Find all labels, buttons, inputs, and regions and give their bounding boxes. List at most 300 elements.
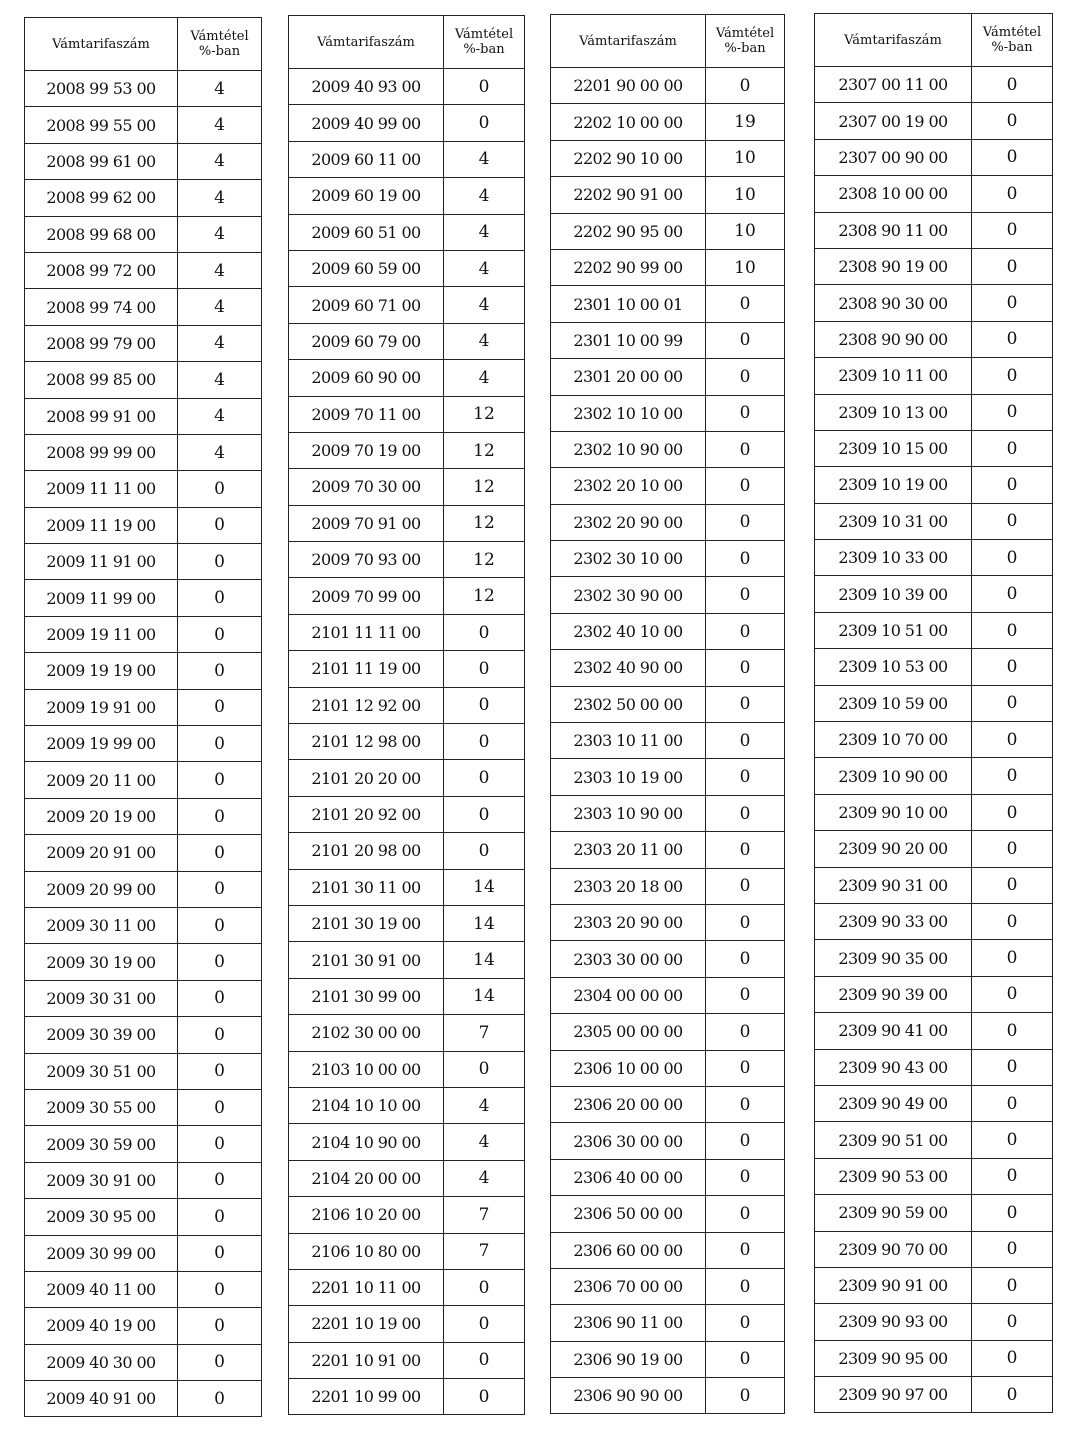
duty-rate-cell: 0 (706, 468, 785, 504)
tariff-table-1 (24, 17, 262, 1417)
tariff-code-cell: 2309 10 19 00 (815, 467, 972, 503)
table-row (25, 1017, 262, 1053)
tariff-code-cell: 2009 60 59 00 (289, 250, 444, 286)
duty-rate-cell: 0 (178, 1344, 262, 1380)
tariff-code-cell: 2309 90 93 00 (815, 1304, 972, 1340)
duty-rate-cell: 0 (706, 1086, 785, 1122)
duty-rate-cell: 0 (706, 359, 785, 395)
duty-rate-cell: 4 (178, 325, 262, 361)
duty-rate-cell: 0 (972, 248, 1053, 284)
tariff-code-cell: 2306 40 00 00 (551, 1159, 706, 1195)
table-row (551, 977, 785, 1013)
code-header: Vámtarifaszám (289, 16, 444, 69)
tariff-code-cell: 2102 30 00 00 (289, 1015, 444, 1051)
table-row (815, 976, 1053, 1012)
tariff-code-cell: 2009 30 55 00 (25, 1089, 178, 1125)
duty-rate-cell: 0 (972, 139, 1053, 175)
table-row (289, 1233, 525, 1269)
duty-rate-cell: 0 (178, 580, 262, 616)
table-row (25, 1271, 262, 1307)
tariff-code-cell: 2009 11 19 00 (25, 507, 178, 543)
rate-header-line1: Vámtétel (982, 25, 1042, 40)
table-row (25, 835, 262, 871)
tariff-code-cell: 2101 30 91 00 (289, 942, 444, 978)
tariff-code-cell: 2009 19 19 00 (25, 653, 178, 689)
table-row (25, 1053, 262, 1089)
table-row (551, 577, 785, 613)
tariff-code-cell: 2303 20 11 00 (551, 832, 706, 868)
duty-rate-cell: 10 (706, 249, 785, 285)
table-row (289, 796, 525, 832)
table-row (815, 394, 1053, 430)
table-row (25, 762, 262, 798)
tariff-code-cell: 2009 70 11 00 (289, 396, 444, 432)
rate-header (972, 14, 1053, 67)
tariff-code-cell: 2309 10 90 00 (815, 758, 972, 794)
tariff-code-cell: 2104 10 10 00 (289, 1087, 444, 1123)
tariff-code-cell: 2009 11 91 00 (25, 544, 178, 580)
duty-rate-cell: 0 (178, 1271, 262, 1307)
duty-rate-cell: 0 (178, 1053, 262, 1089)
tariff-code-cell: 2306 10 00 00 (551, 1050, 706, 1086)
duty-rate-cell: 0 (972, 285, 1053, 321)
duty-rate-cell: 0 (444, 687, 525, 723)
tariff-code-cell: 2306 90 90 00 (551, 1378, 706, 1414)
duty-rate-cell: 4 (178, 289, 262, 325)
duty-rate-cell: 4 (178, 180, 262, 216)
tariff-code-cell: 2309 10 53 00 (815, 649, 972, 685)
table-row (289, 69, 525, 105)
duty-rate-cell: 0 (706, 759, 785, 795)
tariff-code-cell: 2309 90 53 00 (815, 1158, 972, 1194)
table-row (551, 322, 785, 358)
table-row (551, 1086, 785, 1122)
tariff-code-cell: 2308 90 30 00 (815, 285, 972, 321)
table-row (289, 141, 525, 177)
table-row (815, 176, 1053, 212)
tariff-code-cell: 2309 90 20 00 (815, 831, 972, 867)
duty-rate-cell: 0 (972, 1304, 1053, 1340)
tariff-code-cell: 2309 10 11 00 (815, 358, 972, 394)
tariff-code-cell: 2309 10 15 00 (815, 430, 972, 466)
table-row (551, 1305, 785, 1341)
table-row (289, 1015, 525, 1051)
tariff-code-cell: 2009 40 93 00 (289, 69, 444, 105)
duty-rate-cell: 10 (706, 213, 785, 249)
table-row (25, 580, 262, 616)
duty-rate-cell: 12 (444, 432, 525, 468)
table-row (25, 180, 262, 216)
duty-rate-cell: 0 (972, 540, 1053, 576)
duty-rate-cell: 7 (444, 1015, 525, 1051)
tariff-code-cell: 2302 50 00 00 (551, 686, 706, 722)
duty-rate-cell: 0 (972, 176, 1053, 212)
duty-rate-cell: 0 (972, 867, 1053, 903)
tariff-code-cell: 2101 12 98 00 (289, 724, 444, 760)
tariff-code-cell: 2307 00 90 00 (815, 139, 972, 175)
table-row (289, 1124, 525, 1160)
table-row (289, 760, 525, 796)
tariff-code-cell: 2302 20 90 00 (551, 504, 706, 540)
duty-rate-cell: 0 (444, 1379, 525, 1415)
tariff-code-cell: 2009 40 11 00 (25, 1271, 178, 1307)
duty-rate-cell: 4 (178, 252, 262, 288)
tariff-code-cell: 2309 90 70 00 (815, 1231, 972, 1267)
table-row (289, 432, 525, 468)
table-row (815, 1158, 1053, 1194)
table-row (289, 687, 525, 723)
table-row (289, 1087, 525, 1123)
table-row (289, 1051, 525, 1087)
table-row (25, 216, 262, 252)
tariff-code-cell: 2308 10 00 00 (815, 176, 972, 212)
table-row (815, 103, 1053, 139)
rate-header-line2: %-ban (991, 40, 1033, 55)
table-row (25, 1089, 262, 1125)
tariff-table-3 (550, 14, 785, 1414)
duty-rate-cell: 0 (178, 471, 262, 507)
table-row (25, 544, 262, 580)
tariff-code-cell: 2309 90 97 00 (815, 1377, 972, 1413)
table-row (551, 1050, 785, 1086)
tariff-code-cell: 2008 99 53 00 (25, 71, 178, 107)
duty-rate-cell: 0 (706, 723, 785, 759)
tariff-code-cell: 2309 90 10 00 (815, 794, 972, 830)
tariff-code-cell: 2305 00 00 00 (551, 1014, 706, 1050)
rate-header-line1: Vámtétel (454, 27, 514, 42)
tariff-code-cell: 2306 90 19 00 (551, 1341, 706, 1377)
table-row (815, 430, 1053, 466)
table-row (289, 323, 525, 359)
tariff-code-cell: 2008 99 55 00 (25, 107, 178, 143)
tariff-code-cell: 2009 60 51 00 (289, 214, 444, 250)
tariff-code-cell: 2009 60 90 00 (289, 360, 444, 396)
duty-rate-cell: 4 (444, 178, 525, 214)
duty-rate-cell: 0 (178, 944, 262, 980)
table-row (289, 614, 525, 650)
tariff-table-4 (814, 13, 1053, 1413)
duty-rate-cell: 0 (706, 868, 785, 904)
tariff-code-cell: 2309 90 49 00 (815, 1085, 972, 1121)
table-row (289, 360, 525, 396)
duty-rate-cell: 4 (178, 143, 262, 179)
table-row (551, 468, 785, 504)
duty-rate-cell: 0 (972, 503, 1053, 539)
table-row (815, 794, 1053, 830)
table-row (289, 542, 525, 578)
tariff-code-cell: 2306 30 00 00 (551, 1123, 706, 1159)
duty-rate-cell: 0 (706, 650, 785, 686)
table-row (25, 871, 262, 907)
duty-rate-cell: 12 (444, 542, 525, 578)
table-row (25, 980, 262, 1016)
duty-rate-cell: 0 (178, 1126, 262, 1162)
tariff-code-cell: 2309 10 33 00 (815, 540, 972, 576)
header-row (815, 14, 1053, 67)
table-row (551, 1159, 785, 1195)
tariff-code-cell: 2009 70 93 00 (289, 542, 444, 578)
tariff-code-cell: 2008 99 68 00 (25, 216, 178, 252)
table-row (25, 726, 262, 762)
tariff-code-cell: 2202 90 95 00 (551, 213, 706, 249)
duty-rate-cell: 0 (706, 286, 785, 322)
tariff-code-cell: 2101 11 19 00 (289, 651, 444, 687)
table-row (25, 1381, 262, 1417)
tariff-code-cell: 2009 40 19 00 (25, 1308, 178, 1344)
duty-rate-cell: 0 (706, 1159, 785, 1195)
table-row (815, 503, 1053, 539)
duty-rate-cell: 0 (178, 1017, 262, 1053)
duty-rate-cell: 7 (444, 1197, 525, 1233)
tariff-code-cell: 2303 10 11 00 (551, 723, 706, 759)
table-row (25, 1126, 262, 1162)
table-row (551, 832, 785, 868)
table-row (551, 1378, 785, 1414)
tariff-code-cell: 2309 90 41 00 (815, 1013, 972, 1049)
tariff-code-cell: 2009 19 11 00 (25, 616, 178, 652)
tariff-code-cell: 2009 20 11 00 (25, 762, 178, 798)
tariff-code-cell: 2309 10 39 00 (815, 576, 972, 612)
table-row (25, 471, 262, 507)
tariff-code-cell: 2202 90 99 00 (551, 249, 706, 285)
tariff-code-cell: 2009 30 99 00 (25, 1235, 178, 1271)
tariff-code-cell: 2309 90 95 00 (815, 1340, 972, 1376)
tariff-code-cell: 2302 30 10 00 (551, 541, 706, 577)
tariff-code-cell: 2009 20 99 00 (25, 871, 178, 907)
table-row (551, 359, 785, 395)
table-row (25, 798, 262, 834)
table-row (551, 904, 785, 940)
tariff-code-cell: 2309 90 35 00 (815, 940, 972, 976)
duty-rate-cell: 4 (178, 398, 262, 434)
table-row (25, 107, 262, 143)
tariff-code-cell: 2009 60 71 00 (289, 287, 444, 323)
table-row (551, 1268, 785, 1304)
duty-rate-cell: 0 (706, 322, 785, 358)
tariff-code-cell: 2202 10 00 00 (551, 104, 706, 140)
table-row (815, 1049, 1053, 1085)
duty-rate-cell: 0 (706, 977, 785, 1013)
duty-rate-cell: 4 (178, 71, 262, 107)
duty-rate-cell: 0 (178, 616, 262, 652)
duty-rate-cell: 0 (706, 1123, 785, 1159)
tariff-code-cell: 2009 30 95 00 (25, 1199, 178, 1235)
table-row (25, 689, 262, 725)
tariff-code-cell: 2302 10 90 00 (551, 431, 706, 467)
tariff-code-cell: 2309 10 31 00 (815, 503, 972, 539)
tariff-code-cell: 2101 20 98 00 (289, 833, 444, 869)
tariff-code-cell: 2101 11 11 00 (289, 614, 444, 650)
duty-rate-cell: 14 (444, 905, 525, 941)
duty-rate-cell: 0 (178, 726, 262, 762)
tariff-code-cell: 2301 20 00 00 (551, 359, 706, 395)
duty-rate-cell: 0 (444, 105, 525, 141)
rate-header (706, 15, 785, 68)
duty-rate-cell: 0 (706, 1305, 785, 1341)
table-row (815, 685, 1053, 721)
duty-rate-cell: 0 (706, 1268, 785, 1304)
table-row (289, 833, 525, 869)
duty-rate-cell: 0 (706, 541, 785, 577)
duty-rate-cell: 0 (972, 576, 1053, 612)
tariff-code-cell: 2008 99 62 00 (25, 180, 178, 216)
tariff-code-cell: 2202 90 10 00 (551, 140, 706, 176)
duty-rate-cell: 4 (178, 434, 262, 470)
table-row (551, 1341, 785, 1377)
table-row (815, 358, 1053, 394)
duty-rate-cell: 0 (178, 1235, 262, 1271)
duty-rate-cell: 0 (972, 831, 1053, 867)
tariff-code-cell: 2302 30 90 00 (551, 577, 706, 613)
duty-rate-cell: 0 (444, 1051, 525, 1087)
table-row (815, 212, 1053, 248)
table-row (289, 651, 525, 687)
duty-rate-cell: 0 (444, 614, 525, 650)
table-row (25, 1199, 262, 1235)
table-row (25, 143, 262, 179)
table-row (289, 578, 525, 614)
tariff-code-cell: 2309 90 33 00 (815, 903, 972, 939)
duty-rate-cell: 0 (706, 904, 785, 940)
table-row (815, 285, 1053, 321)
table-row (551, 213, 785, 249)
code-header: Vámtarifaszám (25, 18, 178, 71)
tariff-code-cell: 2009 30 19 00 (25, 944, 178, 980)
table-row (25, 653, 262, 689)
duty-rate-cell: 4 (444, 214, 525, 250)
tariff-code-cell: 2303 10 90 00 (551, 795, 706, 831)
tariff-code-cell: 2307 00 19 00 (815, 103, 972, 139)
table-row (551, 1123, 785, 1159)
table-row (815, 1377, 1053, 1413)
rate-header (178, 18, 262, 71)
tariff-code-cell: 2302 20 10 00 (551, 468, 706, 504)
table-row (289, 978, 525, 1014)
duty-rate-cell: 0 (178, 1308, 262, 1344)
table-row (25, 1162, 262, 1198)
duty-rate-cell: 0 (178, 871, 262, 907)
tariff-code-cell: 2106 10 80 00 (289, 1233, 444, 1269)
tariff-code-cell: 2101 12 92 00 (289, 687, 444, 723)
table-row (551, 431, 785, 467)
tariff-code-cell: 2008 99 99 00 (25, 434, 178, 470)
tariff-code-cell: 2302 10 10 00 (551, 395, 706, 431)
table-row (815, 139, 1053, 175)
tariff-code-cell: 2202 90 91 00 (551, 177, 706, 213)
duty-rate-cell: 4 (444, 1087, 525, 1123)
table-row (815, 1013, 1053, 1049)
table-row (289, 1160, 525, 1196)
tariff-code-cell: 2309 10 59 00 (815, 685, 972, 721)
tariff-code-cell: 2101 20 92 00 (289, 796, 444, 832)
duty-rate-cell: 12 (444, 578, 525, 614)
duty-rate-cell: 0 (706, 1341, 785, 1377)
table-row (551, 177, 785, 213)
table-row (25, 1344, 262, 1380)
tariff-code-cell: 2009 30 11 00 (25, 907, 178, 943)
duty-rate-cell: 0 (972, 358, 1053, 394)
tariff-code-cell: 2303 30 00 00 (551, 941, 706, 977)
table-row (815, 831, 1053, 867)
duty-rate-cell: 0 (444, 760, 525, 796)
duty-rate-cell: 4 (444, 1160, 525, 1196)
tariff-code-cell: 2008 99 79 00 (25, 325, 178, 361)
tariff-code-cell: 2009 20 19 00 (25, 798, 178, 834)
table-row (289, 1197, 525, 1233)
tariff-code-cell: 2009 40 91 00 (25, 1381, 178, 1417)
tariff-code-cell: 2201 10 11 00 (289, 1269, 444, 1305)
table-row (25, 1235, 262, 1271)
tariff-code-cell: 2306 90 11 00 (551, 1305, 706, 1341)
duty-rate-cell: 0 (178, 1199, 262, 1235)
table-row (289, 942, 525, 978)
tariff-code-cell: 2009 11 99 00 (25, 580, 178, 616)
tariff-code-cell: 2009 40 30 00 (25, 1344, 178, 1380)
tariff-code-cell: 2309 90 39 00 (815, 976, 972, 1012)
tariff-code-cell: 2009 30 39 00 (25, 1017, 178, 1053)
duty-rate-cell: 0 (706, 941, 785, 977)
tariff-code-cell: 2101 30 19 00 (289, 905, 444, 941)
tariff-code-cell: 2009 70 19 00 (289, 432, 444, 468)
table-row (551, 68, 785, 104)
tariff-code-cell: 2309 90 59 00 (815, 1195, 972, 1231)
duty-rate-cell: 0 (706, 1196, 785, 1232)
table-row (551, 1014, 785, 1050)
rate-header-line2: %-ban (463, 42, 505, 57)
duty-rate-cell: 0 (444, 651, 525, 687)
table-row (551, 140, 785, 176)
duty-rate-cell: 0 (706, 68, 785, 104)
tariff-code-cell: 2101 20 20 00 (289, 760, 444, 796)
tariff-code-cell: 2009 30 51 00 (25, 1053, 178, 1089)
table-row (815, 722, 1053, 758)
duty-rate-cell: 0 (972, 1340, 1053, 1376)
table-row (815, 1085, 1053, 1121)
duty-rate-cell: 10 (706, 140, 785, 176)
table-row (289, 905, 525, 941)
duty-rate-cell: 0 (444, 1342, 525, 1378)
duty-rate-cell: 0 (706, 795, 785, 831)
tariff-code-cell: 2009 19 91 00 (25, 689, 178, 725)
table-row (551, 395, 785, 431)
duty-rate-cell: 0 (972, 67, 1053, 103)
duty-rate-cell: 0 (972, 394, 1053, 430)
tariff-code-cell: 2009 60 79 00 (289, 323, 444, 359)
table-row (551, 759, 785, 795)
tariff-code-cell: 2104 20 00 00 (289, 1160, 444, 1196)
table-row (815, 1195, 1053, 1231)
tariff-code-cell: 2009 30 59 00 (25, 1126, 178, 1162)
tariff-code-cell: 2009 30 91 00 (25, 1162, 178, 1198)
duty-rate-cell: 0 (972, 1122, 1053, 1158)
duty-rate-cell: 0 (972, 321, 1053, 357)
tariff-code-cell: 2201 10 19 00 (289, 1306, 444, 1342)
duty-rate-cell: 19 (706, 104, 785, 140)
tariff-code-cell: 2104 10 90 00 (289, 1124, 444, 1160)
table-row (25, 1308, 262, 1344)
duty-rate-cell: 0 (972, 612, 1053, 648)
duty-rate-cell: 4 (444, 141, 525, 177)
duty-rate-cell: 0 (972, 103, 1053, 139)
table-row (289, 396, 525, 432)
duty-rate-cell: 0 (972, 1085, 1053, 1121)
table-row (25, 71, 262, 107)
tariff-code-cell: 2009 70 91 00 (289, 505, 444, 541)
duty-rate-cell: 0 (178, 980, 262, 1016)
table-row (815, 67, 1053, 103)
tariff-code-cell: 2201 10 99 00 (289, 1379, 444, 1415)
tariff-code-cell: 2008 99 74 00 (25, 289, 178, 325)
